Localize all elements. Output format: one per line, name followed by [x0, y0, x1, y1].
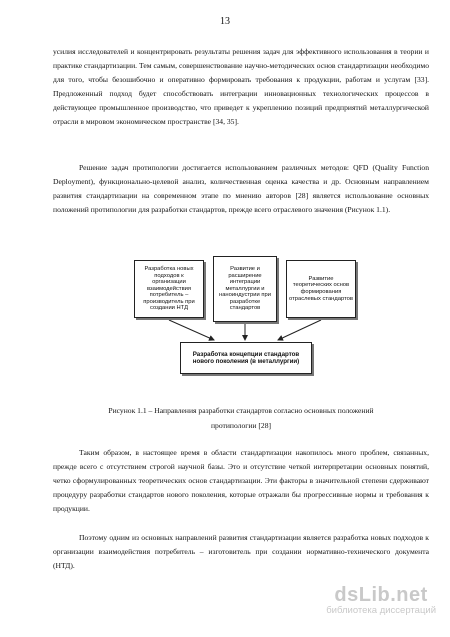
paragraph-3-text: Таким образом, в настоящее время в области стандартизации накопилось много проблем, связанных, прежде всего с отсутствием строгой научной базы. Это и отсутствие четкой интерпретации основных понятий, четко сформулированных теоретических основ стандартизации. Эти факторы в значительной степени сдерживают процедуру разработки стандартов нового поколения, которые отражали бы прогрессивные нормы и требования к продукции.	[53, 448, 429, 514]
diagram-box-right: Развитие теоретических основ формирования отраслевых стандартов	[286, 260, 356, 318]
arrow-left-to-bottom	[169, 320, 214, 340]
paragraph-4-text: Поэтому одним из основных направлений развития стандартизации является разработка новых подходов к организации взаимодействия потребитель – изготовитель при создании нормативно-технического документа (НТД).	[53, 533, 429, 571]
paragraph-1	[53, 45, 429, 130]
paragraph-2	[53, 161, 429, 217]
paragraph-4	[53, 531, 429, 573]
figure-caption	[53, 404, 429, 433]
page-number: 13	[220, 16, 230, 27]
watermark	[326, 584, 436, 616]
watermark-subtitle: библиотека диссертаций	[326, 605, 436, 616]
figure-caption-line-1: Рисунок 1.1 – Направления разработки стандартов согласно основных положений	[108, 406, 374, 415]
diagram-box-middle: Развитие и расширение интеграции металлургии и наноиндустрии при разработке стандартов	[213, 256, 277, 322]
diagram-box-bottom: Разработка концепции стандартов нового поколения (в металлургии)	[180, 342, 312, 374]
paragraph-1-text: усилия исследователей и концентрировать результаты решения задач для эффективного использования в теории и практике стандартизации. Тем самым, совершенствование научно-методических основ стандартизации необходимо для того, чтобы безошибочно и оперативно формировать требования к продукции, работам и услугам [33]. Предложенный подход будет способствовать интеграции инновационных технологических процессов в действующее промышленное производство, что приведет к укреплению позиций предприятий металлургической отрасли в мировом экономическом пространстве [34, 35].	[53, 47, 429, 127]
paragraph-2-text: Решение задач протипологии достигается использованием различных методов: QFD (Quality Function Deployment), функционально-целевой анализ, количественная оценка качества и др. Основным направлением развития стандартизации на современном этапе по мнению авторов [28] является использование основных положений протипологии для разработки стандартов, прежде всего отраслевого значения (Рисунок 1.1).	[53, 163, 429, 215]
figure-caption-line-2: протипологии [28]	[210, 420, 272, 430]
paragraph-3	[53, 446, 429, 516]
watermark-logo: dsLib.net	[334, 584, 428, 606]
figure-diagram	[128, 256, 360, 378]
arrow-right-to-bottom	[278, 320, 321, 340]
diagram-box-left: Разработка новых подходов к организации взаимодействия потребитель – производитель при создании НТД	[134, 260, 204, 318]
